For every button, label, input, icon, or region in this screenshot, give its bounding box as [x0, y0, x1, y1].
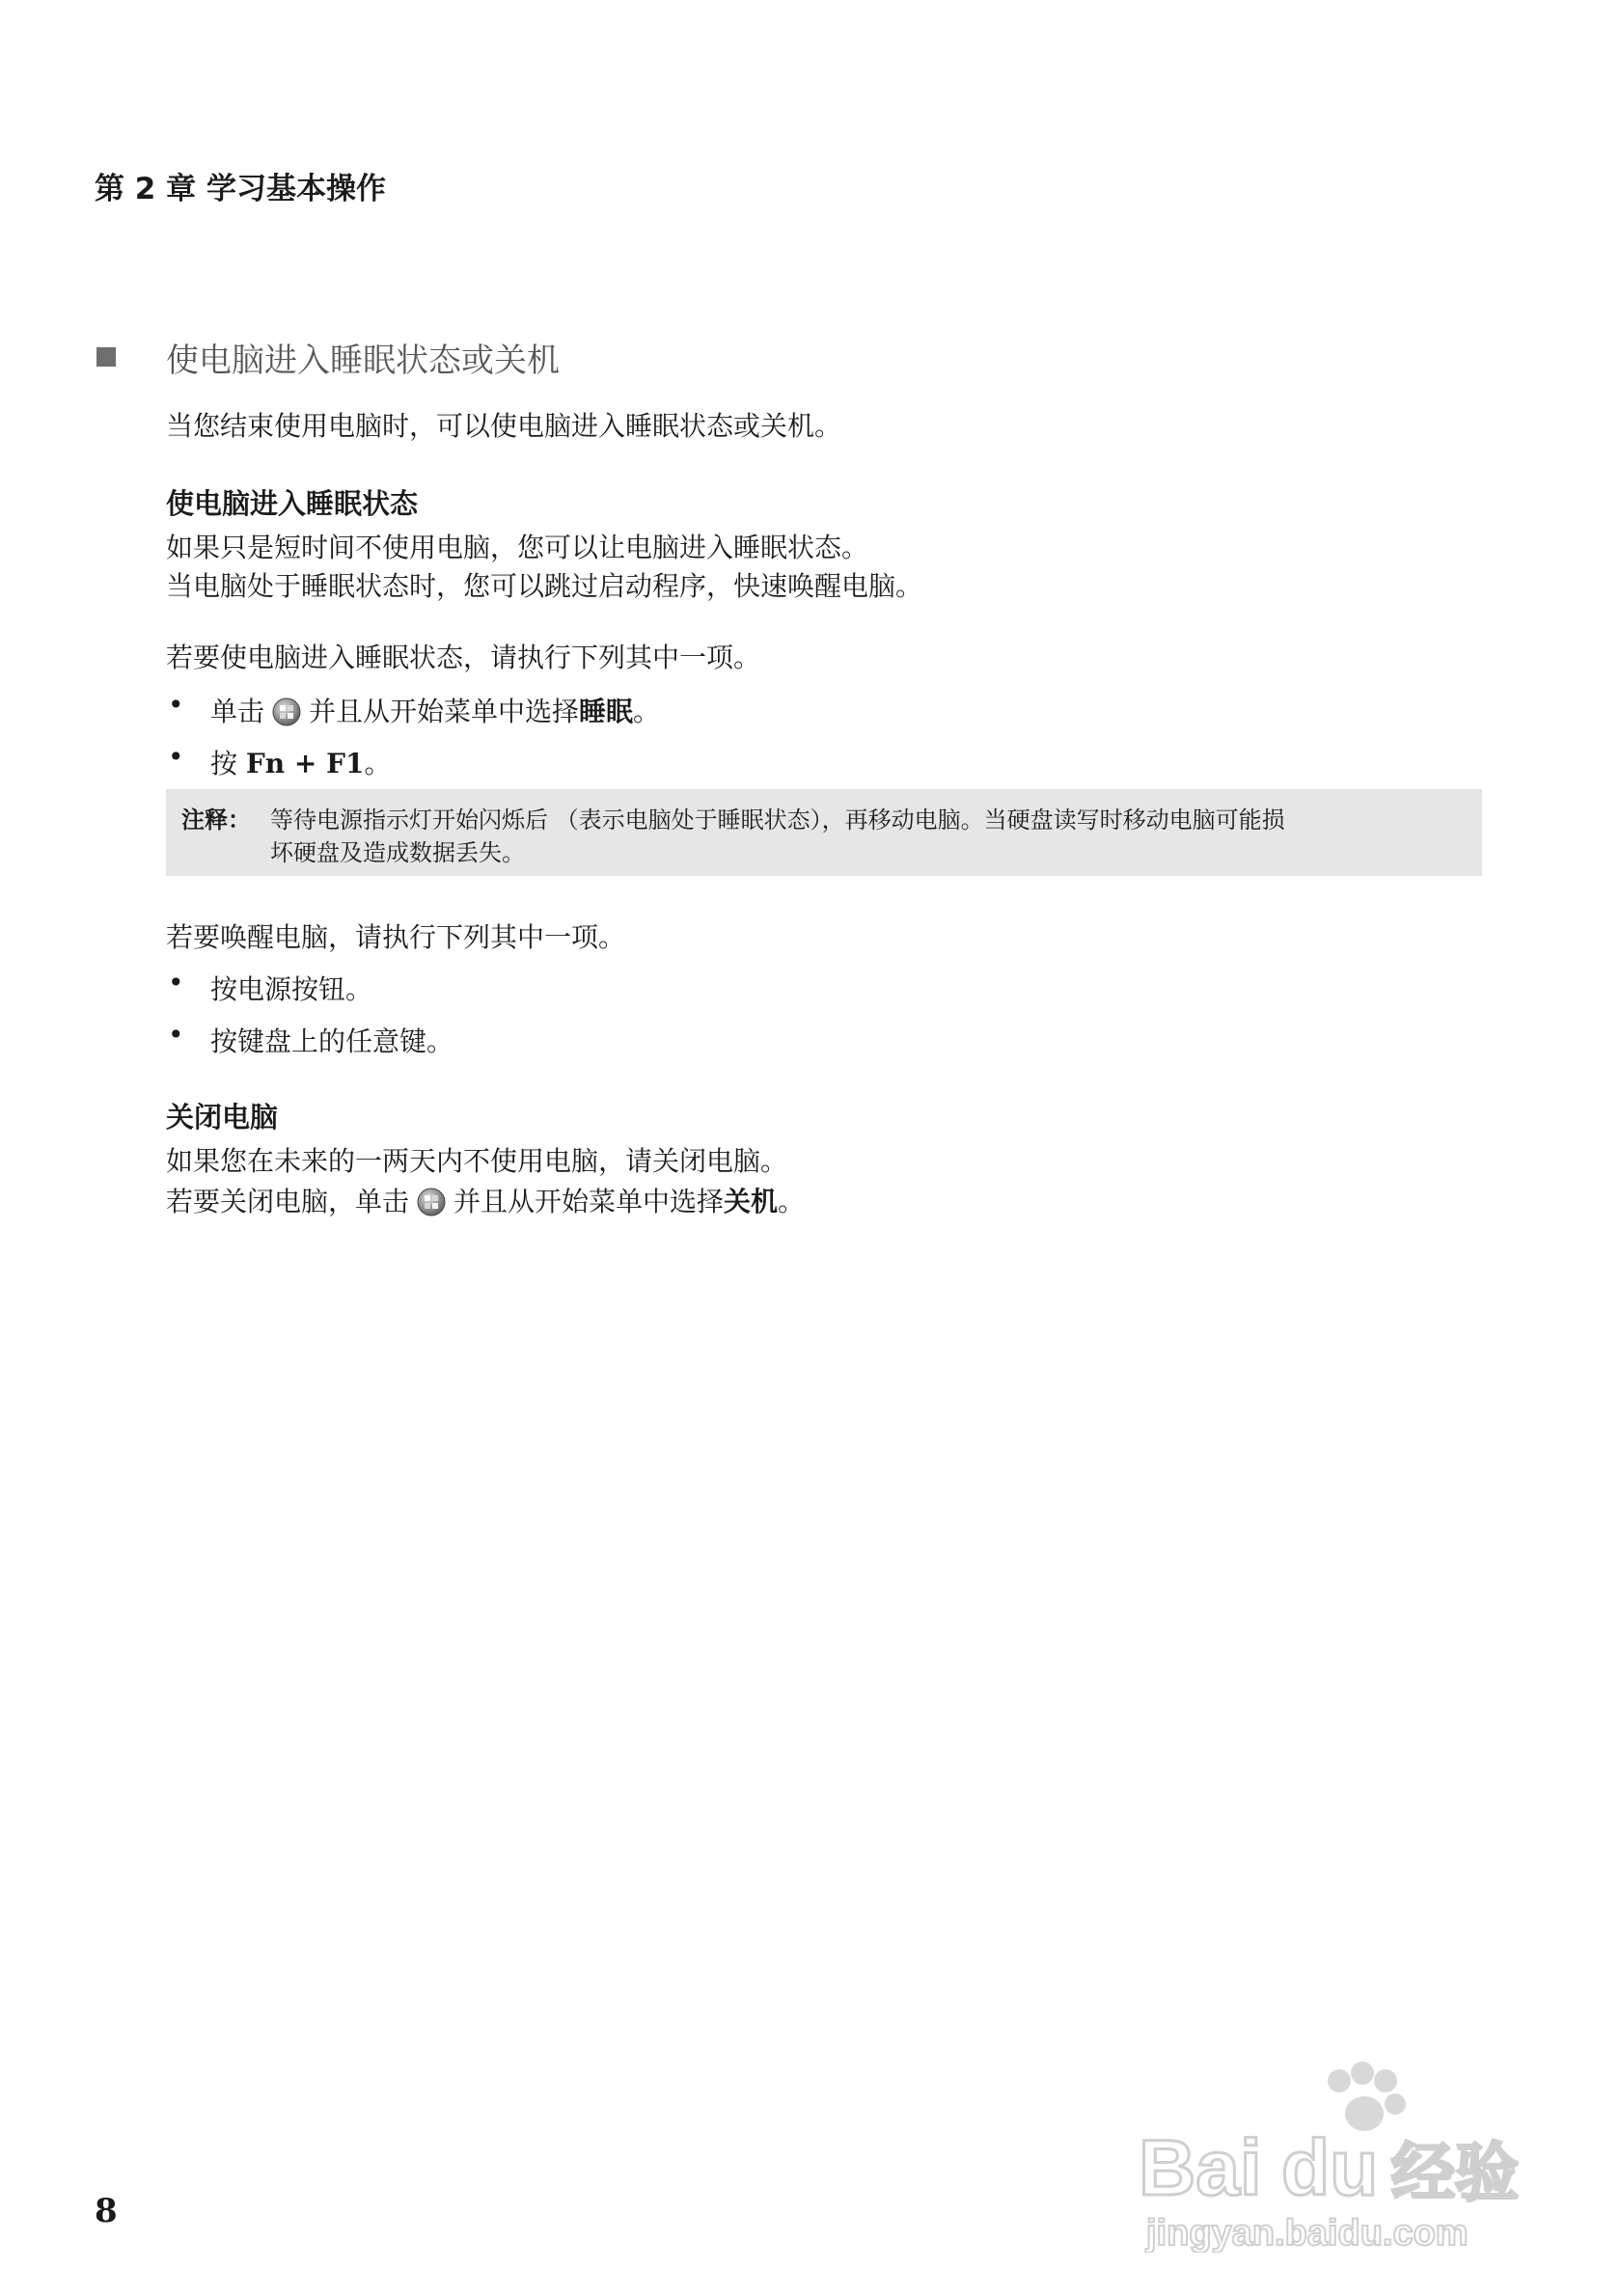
- watermark-brand: Bai: [1139, 2124, 1262, 2212]
- sleep-option: 睡眠: [579, 696, 634, 727]
- watermark-brand-2: du: [1281, 2124, 1379, 2212]
- note-box: [166, 789, 1482, 876]
- watermark-cn: 经验: [1391, 2136, 1519, 2210]
- shutdown-line-2-mid: 并且从开始菜单中选择: [453, 1186, 725, 1217]
- sleep-instruction: 若要使电脑进入睡眠状态，请执行下列其中一项。: [166, 642, 761, 673]
- sleep-line-1: 如果只是短时间不使用电脑，您可以让电脑进入睡眠状态。: [166, 532, 869, 563]
- section-intro: 当您结束使用电脑时，可以使电脑进入睡眠状态或关机。: [166, 410, 842, 442]
- shutdown-line-2-pre: 若要关闭电脑，单击: [166, 1186, 410, 1217]
- section-title: 使电脑进入睡眠状态或关机: [166, 342, 560, 380]
- wake-bullet-1: 按电源按钮。: [210, 973, 373, 1005]
- bullet-dot: •: [168, 1019, 184, 1051]
- sleep-bullet-1-pre: 单击: [210, 696, 265, 727]
- windows-start-icon: [272, 697, 301, 726]
- page-number: 8: [95, 2192, 118, 2230]
- baidu-watermark-icon: [1139, 2060, 1544, 2253]
- bullet-dot: •: [168, 689, 184, 721]
- sleep-bullet-2-end: 。: [364, 748, 392, 779]
- shutdown-line-2-end: 。: [778, 1186, 806, 1217]
- shutdown-line-2: [166, 1181, 805, 1219]
- sleep-bullet-1-end: 。: [633, 696, 661, 727]
- bullet-dot: •: [168, 967, 184, 998]
- watermark-url: jingyan.baidu.com: [1146, 2213, 1469, 2253]
- wake-instruction: 若要唤醒电脑，请执行下列其中一项。: [166, 921, 626, 953]
- note-line-2: 坏硬盘及造成数据丢失。: [270, 839, 525, 866]
- bullet-dot: •: [168, 741, 184, 773]
- chapter-header: 第 2 章 学习基本操作: [95, 172, 386, 206]
- note-label: 注释：: [181, 806, 251, 834]
- fn-f1-keys: Fn + F1: [245, 748, 365, 779]
- sleep-bullet-1: [210, 691, 660, 729]
- section-square-icon: [96, 347, 116, 367]
- shutdown-heading: 关闭电脑: [166, 1101, 279, 1134]
- sleep-bullet-2: [210, 743, 392, 781]
- sleep-bullet-1-mid: 并且从开始菜单中选择: [309, 696, 580, 727]
- sleep-line-2: 当电脑处于睡眠状态时，您可以跳过启动程序，快速唤醒电脑。: [166, 570, 923, 602]
- shutdown-option: 关机: [724, 1186, 779, 1217]
- shutdown-line-1: 如果您在未来的一两天内不使用电脑，请关闭电脑。: [166, 1145, 788, 1177]
- windows-start-icon: [417, 1188, 446, 1216]
- note-line-1: 等待电源指示灯开始闪烁后 （表示电脑处于睡眠状态），再移动电脑。当硬盘读写时移动电脑可能损: [270, 806, 1285, 834]
- sleep-bullet-2-pre: 按: [210, 748, 238, 779]
- wake-bullet-2: 按键盘上的任意键。: [210, 1025, 454, 1057]
- sleep-heading: 使电脑进入睡眠状态: [166, 487, 419, 520]
